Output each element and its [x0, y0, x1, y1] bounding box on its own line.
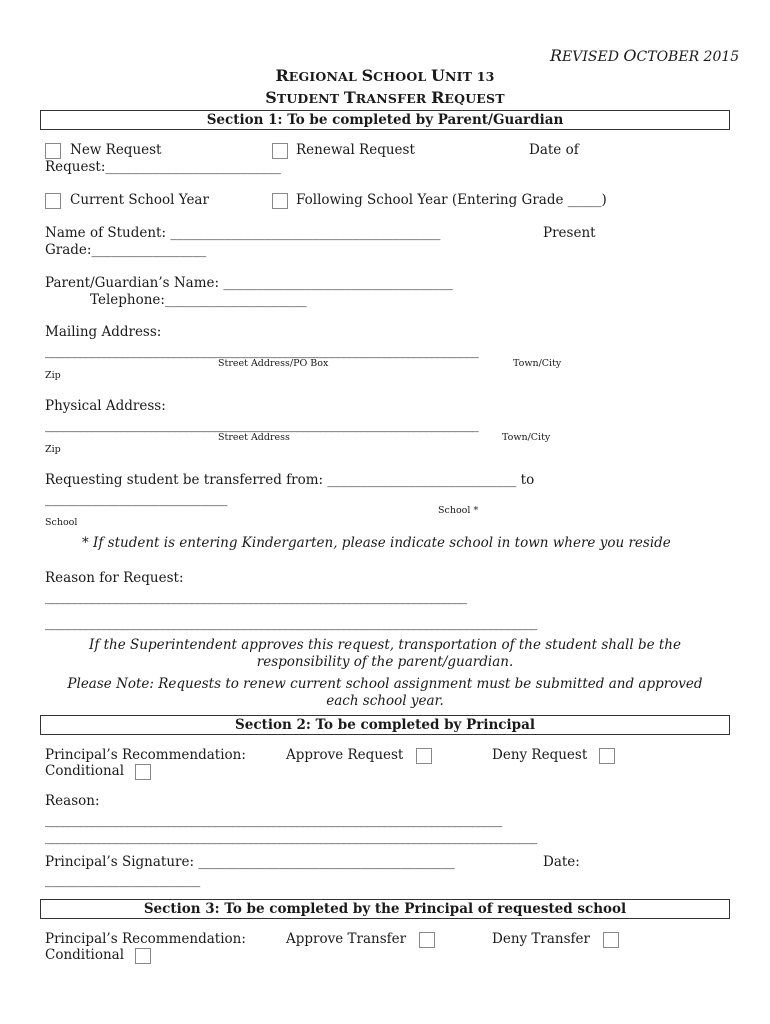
approve-transfer-checkbox[interactable]: [419, 932, 435, 948]
superintendent-note: If the Superintendent approves this request, transportation of the student shall be the responsibility of the parent/guardian.: [89, 637, 681, 670]
approve-request-checkbox[interactable]: [416, 748, 432, 764]
deny-request-label: Deny Request: [492, 747, 588, 763]
please-note: Please Note: Requests to renew current school assignment must be submitted and approved each school year.: [67, 676, 703, 709]
reason-field[interactable]: ______________________________________________________________________________: [45, 812, 502, 828]
reason-for-request-field[interactable]: ____________________________________________________________________________________: [45, 615, 537, 631]
deny-transfer-checkbox[interactable]: [603, 932, 619, 948]
reason-field[interactable]: ____________________________________________________________________________________: [45, 829, 537, 845]
transfer-to-field[interactable]: ___________________________: [45, 491, 228, 507]
revised-date: REVISED OCTOBER 2015: [550, 46, 740, 65]
town-city-caption: Town/City: [502, 432, 551, 443]
mailing-address-field[interactable]: __________________________________________________________________________: [45, 343, 478, 359]
mailing-address-label: Mailing Address:: [45, 324, 162, 340]
deny-request-checkbox[interactable]: [599, 748, 615, 764]
zip-caption: Zip: [45, 370, 61, 381]
new-request-label: New Request: [70, 142, 162, 158]
conditional-label: Conditional: [45, 763, 125, 779]
date-of-label: Date of: [529, 142, 579, 158]
section-2-heading: Section 2: To be completed by Principal: [40, 715, 730, 735]
present-label: Present: [543, 225, 596, 241]
town-city-caption: Town/City: [513, 358, 562, 369]
physical-address-field[interactable]: __________________________________________________________________________: [45, 417, 478, 433]
kindergarten-note: * If student is entering Kindergarten, please indicate school in town where you reside: [82, 535, 671, 551]
school-star-caption: School *: [438, 505, 479, 516]
current-school-year-label: Current School Year: [70, 192, 209, 208]
street-caption: Street Address: [218, 432, 290, 443]
date-label: Date:: [543, 854, 580, 870]
conditional-checkbox[interactable]: [135, 764, 151, 780]
section-3-heading: Section 3: To be completed by the Principal of requested school: [40, 899, 730, 919]
current-school-year-checkbox[interactable]: [45, 193, 61, 209]
section-1-heading: Section 1: To be completed by Parent/Guardian: [40, 110, 730, 130]
telephone-field[interactable]: Telephone:_____________________: [90, 292, 307, 308]
reason-label: Reason:: [45, 793, 100, 809]
form-title: STUDENT TRANSFER REQUEST: [265, 88, 505, 107]
conditional-label: Conditional: [45, 947, 125, 963]
parent-name-field[interactable]: Parent/Guardian’s Name: __________________________________: [45, 275, 453, 291]
new-request-checkbox[interactable]: [45, 143, 61, 159]
approve-transfer-label: Approve Transfer: [286, 931, 407, 947]
date-field[interactable]: _______________________: [45, 872, 201, 888]
transfer-from-field[interactable]: Requesting student be transferred from: ____________________________ to: [45, 472, 535, 488]
street-po-caption: Street Address/PO Box: [218, 358, 329, 369]
renewal-request-label: Renewal Request: [296, 142, 415, 158]
reason-for-request-label: Reason for Request:: [45, 570, 184, 586]
renewal-request-checkbox[interactable]: [272, 143, 288, 159]
requested-principal-recommendation-label: Principal’s Recommendation:: [45, 931, 246, 947]
school-caption: School: [45, 517, 78, 528]
following-school-year-label: Following School Year (Entering Grade _____): [296, 192, 607, 208]
zip-caption: Zip: [45, 444, 61, 455]
conditional-checkbox[interactable]: [135, 948, 151, 964]
form-title-organization: REGIONAL SCHOOL UNIT 13: [275, 66, 495, 85]
student-name-field[interactable]: Name of Student: ________________________________________: [45, 225, 441, 241]
principal-recommendation-label: Principal’s Recommendation:: [45, 747, 246, 763]
principal-signature-field[interactable]: Principal’s Signature: ______________________________________: [45, 854, 455, 870]
approve-request-label: Approve Request: [286, 747, 404, 763]
reason-for-request-field[interactable]: ________________________________________________________________________: [45, 589, 467, 605]
deny-transfer-label: Deny Transfer: [492, 931, 590, 947]
present-grade-field[interactable]: Grade:_________________: [45, 242, 207, 258]
physical-address-label: Physical Address:: [45, 398, 166, 414]
following-school-year-checkbox[interactable]: [272, 193, 288, 209]
request-date-field[interactable]: Request:__________________________: [45, 159, 281, 175]
